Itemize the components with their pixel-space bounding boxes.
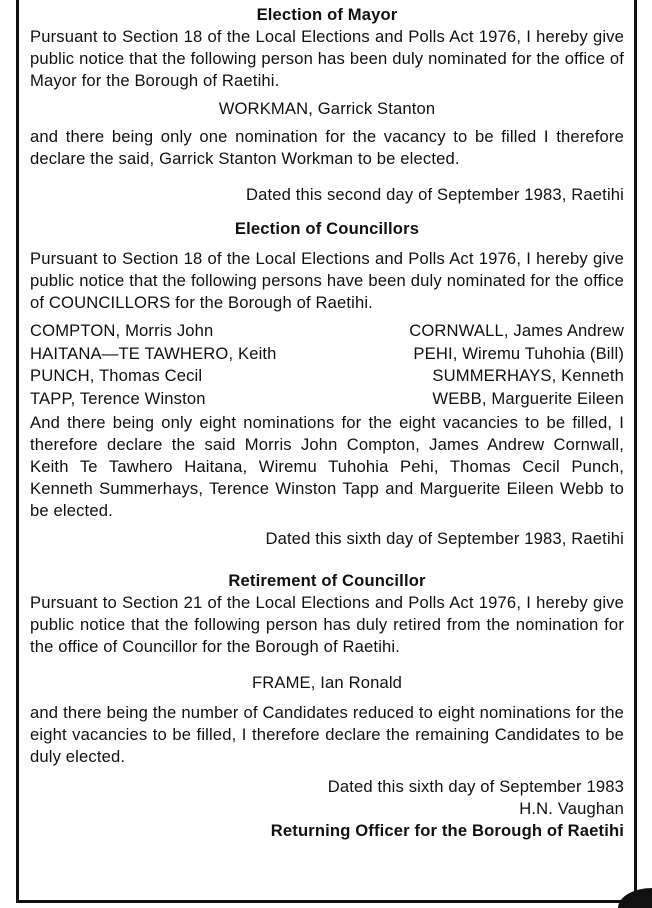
retirement-section <box>30 570 624 842</box>
councillors-section <box>30 218 624 550</box>
mayor-section <box>30 4 624 206</box>
nominee-name: WEBB, Marguerite Eileen <box>432 388 624 408</box>
nominee-name: SUMMERHAYS, Kenneth <box>432 366 624 385</box>
councillors-declaration: And there being only eight nominations for the eight vacancies to be filled, I therefore declare the said Morris John Compton, James Andrew Cornwall, Keith Te Tawhero Haitana, Wiremu Tuhohia Pehi, Thomas Cecil Punch, Kenneth Summerhays, Terence Winston Tapp and Marguerite Eileen Webb to be elected. <box>30 413 624 520</box>
councillors-notice: Pursuant to Section 18 of the Local Elections and Polls Act 1976, I hereby give public notice that the following persons have been duly nominated for the office of COUNCILLORS for the Borough of Raetihi. <box>30 249 624 312</box>
retirement-heading: Retirement of Councillor <box>228 571 426 590</box>
nominee-name: COMPTON, Morris John <box>30 321 214 340</box>
mayor-notice: Pursuant to Section 18 of the Local Elections and Polls Act 1976, I hereby give public notice that the following person has been duly nominated for the office of Mayor for the Borough of Raetihi. <box>30 27 624 90</box>
nominee-name: HAITANA—TE TAWHERO, Keith <box>30 343 277 363</box>
councillors-heading: Election of Councillors <box>234 219 420 238</box>
councillors-dated: Dated this sixth day of September 1983, Raetihi <box>265 529 624 548</box>
mayor-heading: Election of Mayor <box>256 5 398 24</box>
retirement-notice: Pursuant to Section 21 of the Local Elections and Polls Act 1976, I hereby give public notice that the following person has duly retired from the nomination for the office of Councillor for the Borough of Raetihi. <box>30 593 624 656</box>
nominee-name: TAPP, Terence Winston <box>30 388 206 408</box>
nominee-column-right <box>409 320 624 410</box>
nominee-name: PEHI, Wiremu Tuhohia (Bill) <box>413 343 624 363</box>
nominee-name: PUNCH, Thomas Cecil <box>30 366 203 385</box>
mayor-declaration: and there being only one nomination for the vacancy to be filled I therefore declare the said, Garrick Stanton Workman to be elected. <box>30 127 624 168</box>
mayor-nominee: WORKMAN, Garrick Stanton <box>218 99 436 118</box>
nominee-column-left <box>30 320 277 410</box>
nominee-name: CORNWALL, James Andrew <box>409 321 624 340</box>
retirement-declaration: and there being the number of Candidates reduced to eight nominations for the eight vacancies to be filled, I therefore declare the remaining Candidates to be duly elected. <box>30 703 624 766</box>
mayor-dated: Dated this second day of September 1983, Raetihi <box>245 185 624 204</box>
retirement-dated: Dated this sixth day of September 1983 <box>327 777 624 796</box>
nominee-list <box>30 320 624 410</box>
gazette-notice <box>30 4 624 842</box>
signatory-name: H.N. Vaughan <box>519 799 624 818</box>
retiree-name: FRAME, Ian Ronald <box>251 673 403 692</box>
signatory-title: Returning Officer for the Borough of Raetihi <box>270 821 624 840</box>
